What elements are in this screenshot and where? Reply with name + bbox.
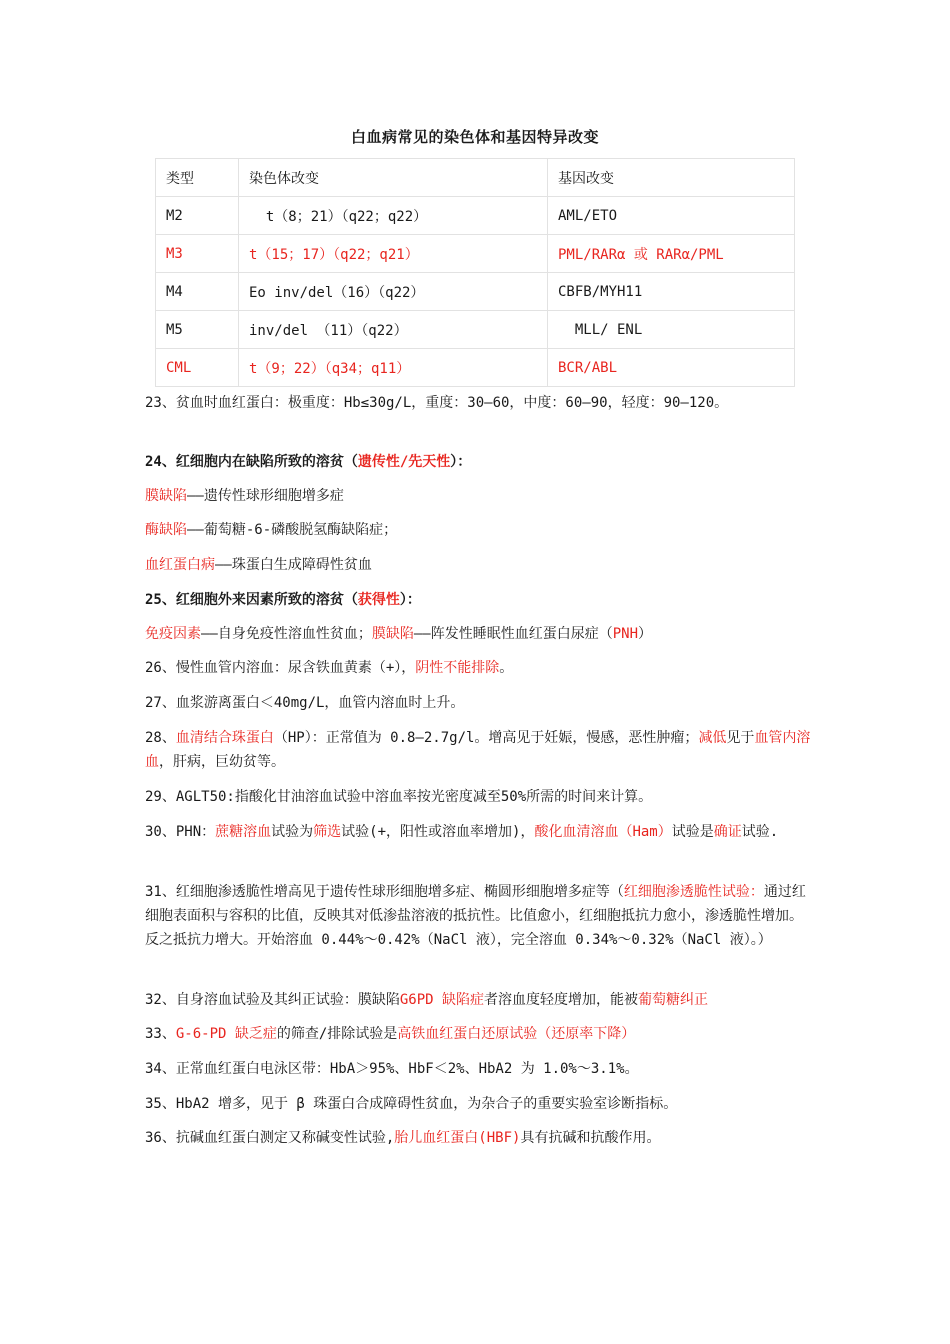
cell-type: M2 xyxy=(156,197,239,235)
cell-gene: PML/RARα 或 RARα/PML xyxy=(548,235,795,273)
highlight-text: 红细胞渗透脆性试验： xyxy=(623,884,764,900)
highlight-text: 阴性不能排除 xyxy=(415,660,500,676)
text: 33、 xyxy=(145,1026,176,1042)
leukemia-gene-table xyxy=(155,158,795,387)
cell-chromosome: t（9；22）（q34；q11） xyxy=(239,349,548,387)
paragraph-30 xyxy=(145,820,815,844)
table-row xyxy=(156,311,795,349)
header-type: 类型 xyxy=(156,159,239,197)
paragraph-23: 23、贫血时血红蛋白：极重度：Hb≤30g/L，重度：30—60，中度：60—90，轻度：90—120。 xyxy=(145,395,729,411)
highlight-text: 胎儿血红蛋白(HBF) xyxy=(394,1130,521,1146)
text: 26、慢性血管内溶血：尿含铁血黄素（+）， xyxy=(145,660,416,676)
header-gene: 基因改变 xyxy=(548,159,795,197)
highlight-text: G-6-PD 缺乏症 xyxy=(175,1026,277,1042)
text: 具有抗碱和抗酸作用。 xyxy=(520,1130,661,1146)
highlight-text: G6PD 缺陷症 xyxy=(399,992,485,1008)
paragraph-28 xyxy=(145,726,815,774)
paragraph-34: 34、正常血红蛋白电泳区带：HbA＞95%、HbF＜2%、HbA2 为 1.0%～3.1%。 xyxy=(145,1061,639,1077)
text: 28、 xyxy=(145,730,176,746)
paragraph-24 xyxy=(145,450,815,474)
text: 试验是 xyxy=(671,824,714,840)
text: 。 xyxy=(499,660,514,676)
cell-chromosome: t（15；17）（q22；q21） xyxy=(239,235,548,273)
cell-gene: BCR/ABL xyxy=(548,349,795,387)
highlight-text: 减低 xyxy=(698,730,727,746)
cell-type: CML xyxy=(156,349,239,387)
highlight-text: 蔗糖溶血 xyxy=(215,824,272,840)
cell-chromosome: Eo inv/del（16）（q22） xyxy=(239,273,548,311)
text: 32、自身溶血试验及其纠正试验：膜缺陷 xyxy=(145,992,400,1008)
text: ——珠蛋白生成障碍性贫血 xyxy=(215,557,372,573)
cell-chromosome: inv/del （11）（q22） xyxy=(239,311,548,349)
text: ，肝病，巨幼贫等。 xyxy=(159,754,285,770)
paragraph-32 xyxy=(145,988,815,1012)
paragraph-29: 29、AGLT50:指酸化甘油溶血试验中溶血率按光密度减至50%所需的时间来计算。 xyxy=(145,789,653,805)
text: 31、红细胞渗透脆性增高见于遗传性球形细胞增多症、椭圆形细胞增多症等（ xyxy=(145,884,624,900)
highlight-text: 膜缺陷 xyxy=(145,488,187,504)
text: 36、抗碱血红蛋白测定又称碱变性试验, xyxy=(145,1130,395,1146)
highlight-text: 高铁血红蛋白还原试验（还原率下降） xyxy=(397,1026,636,1042)
paragraph-26 xyxy=(145,656,815,680)
text: 24、红细胞内在缺陷所致的溶贫（ xyxy=(145,454,358,470)
text: ——葡萄糖-6-磷酸脱氢酶缺陷症； xyxy=(187,522,398,538)
text: 通过红细胞表面积与容积的比值，反映其对低渗盐溶液的抵抗性。比值愈小，红细胞抵抗力愈小，渗透脆性增加。反之抵抗力增大。开始溶血 0.44%～0.42%（NaCl 液），完全溶血 0.34%～0.32%（NaCl 液）。） xyxy=(145,884,806,948)
highlight-text: 血清结合珠蛋白 xyxy=(175,730,274,746)
text: （HP）：正常值为 0.8—2.7g/l。增高见于妊娠，慢感，恶性肿瘤； xyxy=(273,730,699,746)
header-chromosome: 染色体改变 xyxy=(239,159,548,197)
highlight-text: 酶缺陷 xyxy=(145,522,187,538)
paragraph-35: 35、HbA2 增多，见于 β 珠蛋白合成障碍性贫血，为杂合子的重要实验室诊断指标。 xyxy=(145,1096,678,1112)
cell-gene: CBFB/MYH11 xyxy=(548,273,795,311)
highlight-text: PNH xyxy=(612,626,639,642)
highlight-text: 确证 xyxy=(713,824,742,840)
text: ——自身免疫性溶血性贫血； xyxy=(201,626,372,642)
cell-chromosome: t（8；21）（q22；q22） xyxy=(239,197,548,235)
paragraph-31 xyxy=(145,880,815,952)
text: 者溶血度轻度增加，能被 xyxy=(484,992,639,1008)
highlight-text: 获得性 xyxy=(357,592,400,608)
paragraph-25 xyxy=(145,588,815,612)
highlight-text: 葡萄糖纠正 xyxy=(638,992,709,1008)
paragraph-36 xyxy=(145,1126,815,1150)
text: ——阵发性睡眠性血红蛋白尿症（ xyxy=(413,626,613,642)
highlight-text: 免疫因素 xyxy=(145,626,201,642)
highlight-text: 筛选 xyxy=(313,824,342,840)
text: 试验为 xyxy=(271,824,314,840)
table-row xyxy=(156,273,795,311)
cell-type: M5 xyxy=(156,311,239,349)
text: 试验. xyxy=(741,824,779,840)
text: ）： xyxy=(399,592,421,608)
cell-gene: MLL/ ENL xyxy=(548,311,795,349)
text: ） xyxy=(638,626,653,642)
highlight-text: 血管内溶血 xyxy=(145,730,811,770)
text: 的筛查/排除试验是 xyxy=(276,1026,398,1042)
text: ——遗传性球形细胞增多症 xyxy=(187,488,344,504)
highlight-text: 膜缺陷 xyxy=(371,626,414,642)
table-row xyxy=(156,197,795,235)
paragraph-24-hemoglobin xyxy=(145,553,815,577)
cell-type: M4 xyxy=(156,273,239,311)
cell-type: M3 xyxy=(156,235,239,273)
text: 见于 xyxy=(726,730,755,746)
text: 试验(+，阳性或溶血率增加)， xyxy=(341,824,535,840)
paragraph-33 xyxy=(145,1022,815,1046)
paragraph-24-enzyme xyxy=(145,518,815,542)
paragraph-27: 27、血浆游离蛋白＜40mg/L，血管内溶血时上升。 xyxy=(145,695,465,711)
text: ）： xyxy=(450,454,472,470)
table-row xyxy=(156,235,795,273)
highlight-text: 酸化血清溶血（Ham） xyxy=(534,824,672,840)
highlight-text: 遗传性/先天性 xyxy=(357,454,451,470)
text: 25、红细胞外来因素所致的溶贫（ xyxy=(145,592,358,608)
paragraph-25-causes xyxy=(145,622,815,646)
table-header-row xyxy=(156,159,795,197)
cell-gene: AML/ETO xyxy=(548,197,795,235)
paragraph-24-membrane xyxy=(145,484,815,508)
highlight-text: 血红蛋白病 xyxy=(145,557,215,573)
page-title: 白血病常见的染色体和基因特异改变 xyxy=(350,128,599,146)
text: 30、PHN： xyxy=(145,824,216,840)
table-row xyxy=(156,349,795,387)
